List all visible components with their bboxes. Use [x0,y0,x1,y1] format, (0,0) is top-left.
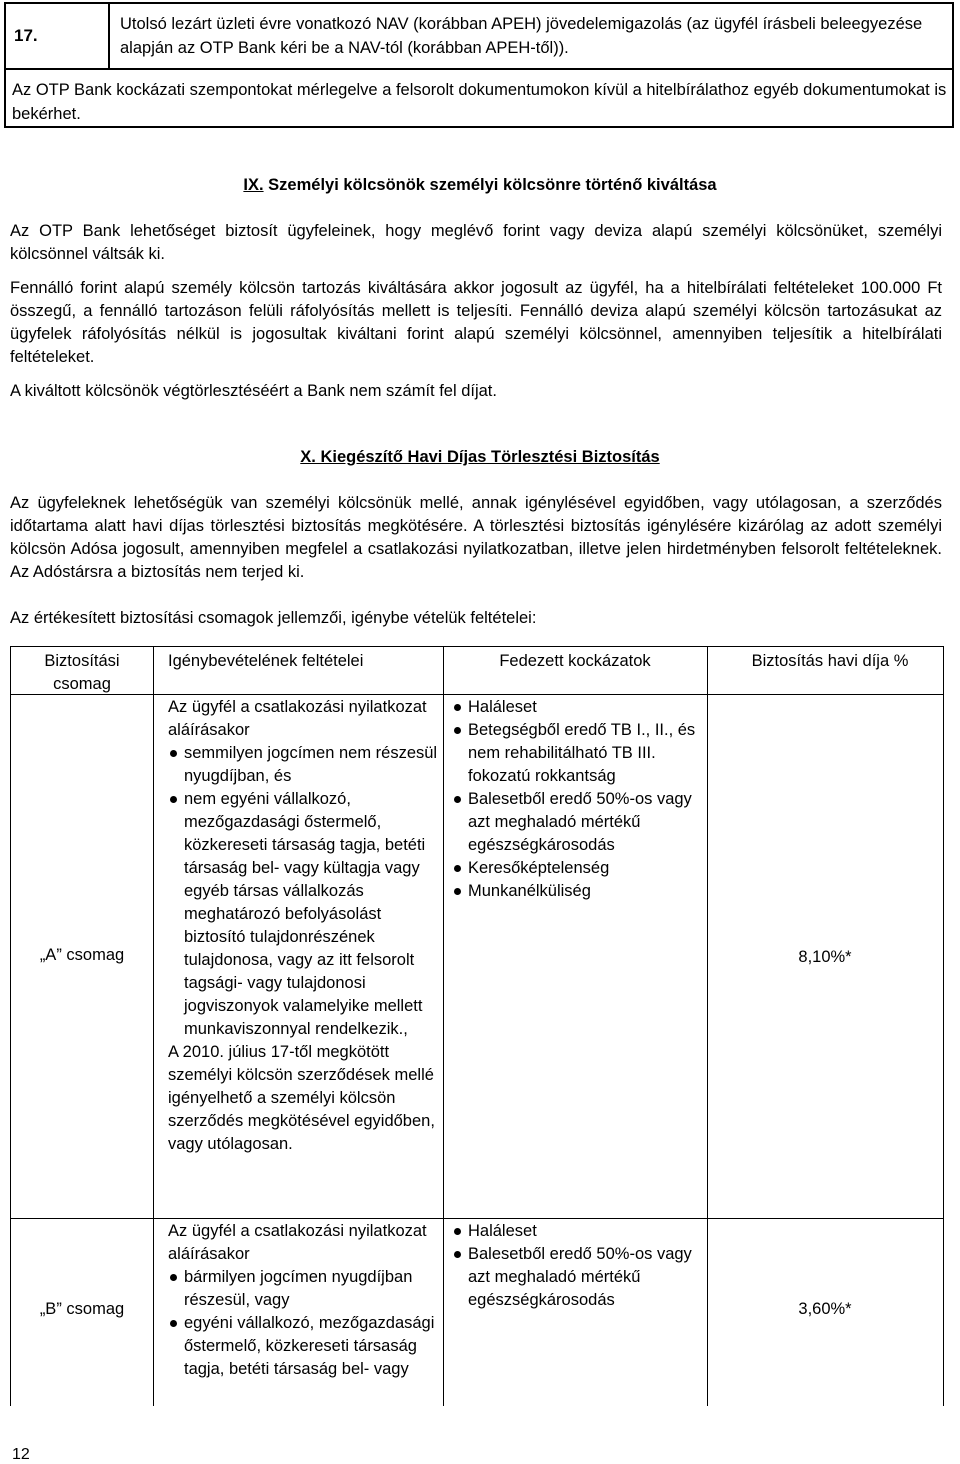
package-a-fee: 8,10%* [798,948,852,966]
section-x-heading: X. Kiegészítő Havi Díjas Törlesztési Biztosítás [300,448,660,466]
insurance-table [10,646,944,1406]
requirement-row-17 [6,4,952,70]
package-b-conditions-list [168,1266,440,1381]
list-item: bármilyen jogcímen nyugdíjban részesül, vagy [168,1266,440,1312]
list-item: nem egyéni vállalkozó, mezőgazdasági őstermelő, közkereseti társaság tagja, betéti társaság bel- vagy kültagja vagy egyéb társas vállalkozás meghatározó befolyásolást biztosító tulajdonrészének tulajdonosa, vagy az itt felsorolt tagsági- vagy tulajdonosi jogviszonyok valamelyike mellett munkaviszonnyal rendelkezik., [168,788,440,1041]
header-risks: Fedezett kockázatok [499,652,651,670]
package-a-conditions-outro: A 2010. július 17-től megkötött személyi kölcsön szerződések mellé igényelhető a személyi kölcsön szerződés megkötésével egyidőben, vagy utólagosan. [168,1043,435,1153]
section-ix-heading [130,176,830,195]
section-ix-number: IX. [243,176,264,194]
table-border-right [943,646,944,1406]
table-header-divider [10,694,944,695]
package-b-conditions-intro: Az ügyfél a csatlakozási nyilatkozat aláírásakor [168,1222,427,1263]
package-b-name: „B” csomag [39,1300,125,1318]
list-item: Haláleset [452,1220,702,1243]
header-conditions: Igénybevételének feltételei [168,652,364,670]
list-item: Balesetből eredő 50%-os vagy azt meghaladó mértékű egészségkárosodás [452,1243,702,1312]
package-a-risks [452,696,702,903]
table-border-top [10,646,944,647]
list-item: Balesetből eredő 50%-os vagy azt meghaladó mértékű egészségkárosodás [452,788,702,857]
page-number: 12 [12,1446,30,1463]
section-x-paragraph-1: Az ügyfeleknek lehetőségük van személyi kölcsönük mellé, annak igénylésével egyidőben, vagy utólagosan, a szerződés időtartama alatt havi díjas törlesztési biztosítás megkötésére. A törlesztési biztosítás igénylésére kizárólag az adott személyi kölcsön Adósa jogosult, amennyiben megfelel a csatlakozási nyilatkozatban, illetve jelen hirdetményben felsorolt feltételeknek. Az Adóstársra a biztosítás nem terjed ki. [10,494,942,581]
package-b-risks-list [452,1220,702,1312]
package-b-conditions [168,1220,440,1381]
section-ix-title: Személyi kölcsönök személyi kölcsönre történő kiváltása [263,176,717,194]
table-border-left [10,646,11,1406]
table-divider [707,646,708,1406]
table-row-divider [10,1218,944,1219]
table-divider [153,646,154,1406]
section-ix-paragraph-2: Fennálló forint alapú személy kölcsön tartozás kiváltására akkor jogosult az ügyfél, ha a hitelbírálati feltételeket 100.000 Ft összegű, a fennálló tartozáson felüli ráfolyósítás mellett is teljesíti. Fennálló deviza alapú személyi kölcsön tartozásukat az ügyfelek ráfolyósítás nélkül is jogosultak kiváltani forint alapú személyi kölcsönnel, amennyiben teljesítik a hitelbírálati feltételeket. [10,279,942,366]
package-b-risks [452,1220,702,1312]
section-x-paragraph-2: Az értékesített biztosítási csomagok jellemzői, igénybe vételük feltételei: [10,609,537,627]
requirements-box [4,2,954,128]
list-item: Haláleset [452,696,702,719]
section-ix-paragraph-3: A kiváltott kölcsönök végtörlesztéséért a Bank nem számít fel díjat. [10,382,497,400]
package-a-risks-list [452,696,702,903]
table-divider [443,646,444,1406]
package-a-conditions [168,696,440,1156]
requirement-note: Az OTP Bank kockázati szempontokat mérlegelve a felsorolt dokumentumokon kívül a hitelbírálathoz egyéb dokumentumokat is bekérhet. [12,81,947,123]
package-a-conditions-list [168,742,440,1041]
requirement-text: Utolsó lezárt üzleti évre vonatkozó NAV (korábban APEH) jövedelemigazolás (az ügyfél írásbeli beleegyezése alapján az OTP Bank kéri be a NAV-tól (korábban APEH-től)). [120,15,923,57]
requirement-number: 17. [6,4,110,68]
list-item: Munkanélküliség [452,880,702,903]
list-item: semmilyen jogcímen nem részesül nyugdíjban, és [168,742,440,788]
list-item: Keresőképtelenség [452,857,702,880]
package-b-fee: 3,60%* [798,1300,852,1318]
header-fee: Biztosítás havi díja % [751,652,909,670]
header-package: Biztosítási csomag [44,652,120,693]
package-a-conditions-intro: Az ügyfél a csatlakozási nyilatkozat aláírásakor [168,698,427,739]
section-ix-paragraph-1: Az OTP Bank lehetőséget biztosít ügyfeleinek, hogy meglévő forint vagy deviza alapú személyi kölcsönüket, személyi kölcsönnel váltsák ki. [10,222,942,263]
list-item: Betegségből eredő TB I., II., és nem rehabilitálható TB III. fokozatú rokkantság [452,719,702,788]
list-item: egyéni vállalkozó, mezőgazdasági őstermelő, közkereseti társaság tagja, betéti társaság bel- vagy [168,1312,440,1381]
package-a-name: „A” csomag [39,946,125,964]
